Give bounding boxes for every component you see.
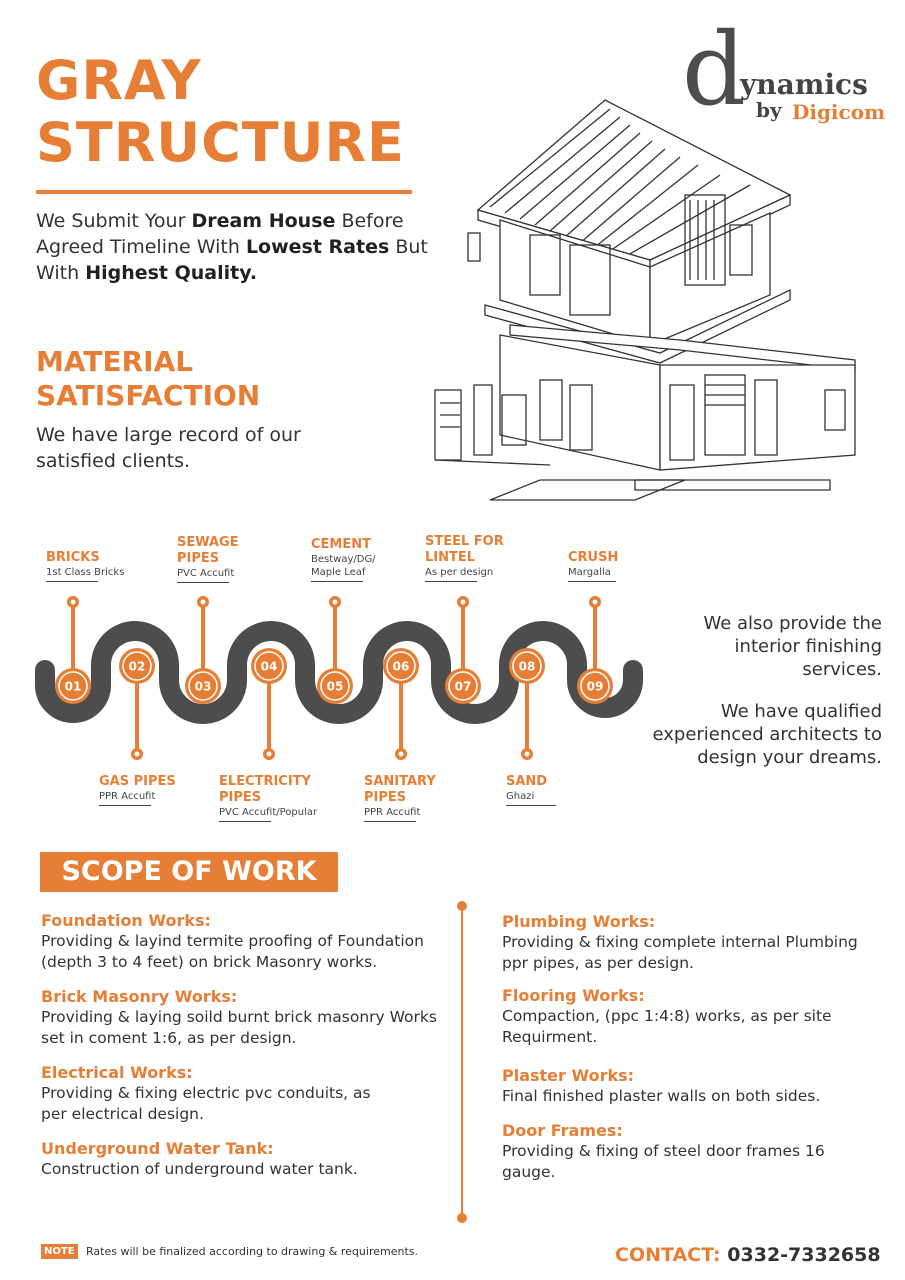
intro-text [36, 208, 476, 286]
logo-wordmark: ynamics [740, 68, 868, 101]
pin-number: 01 [64, 679, 82, 694]
scope-item-plumbing [502, 912, 882, 974]
scope-item-title: Plumbing Works: [502, 912, 656, 931]
scope-item-foundation [41, 911, 451, 973]
material-heading-line-1: MATERIAL [36, 345, 194, 378]
scope-item-title: Electrical Works: [41, 1063, 193, 1082]
title-line-2: STRUCTURE [36, 111, 405, 174]
scope-item-door-frames [502, 1121, 882, 1183]
material-underline [506, 805, 556, 806]
page-title [36, 50, 476, 174]
contact-number[interactable]: 0332-7332658 [727, 1244, 881, 1266]
house-wireframe-illustration [430, 95, 870, 505]
material-underline [177, 582, 229, 583]
material-satisfaction-heading [36, 345, 336, 413]
material-sub: PVC Accufit/Popular [219, 807, 318, 818]
material-name: CRUSH [568, 550, 619, 565]
pin-tip-center [201, 600, 206, 605]
material-label-steel [425, 534, 535, 582]
scope-item-plaster [502, 1066, 882, 1107]
pin-number: 02 [128, 659, 146, 674]
material-name: SEWAGE PIPES [177, 535, 239, 566]
material-label-gas-pipes [99, 774, 209, 806]
material-name: ELECTRICITY PIPES [219, 774, 311, 805]
intro-bold-2: Lowest Rates [245, 236, 390, 258]
material-label-sewage [177, 535, 287, 583]
material-name: SAND [506, 774, 548, 789]
logo-brand: Digicom [792, 100, 886, 124]
material-satisfaction-desc: We have large record of our satisfied clients. [36, 424, 301, 472]
timeline-pin-07 [445, 596, 481, 704]
intro-part-1: We Submit Your [36, 210, 192, 232]
intro-bold-1: Dream House [191, 210, 336, 232]
material-sub: Bestway/DG/ Maple Leaf [311, 554, 376, 578]
scope-item-desc: Providing & fixing of steel door frames 16 gauge. [502, 1142, 825, 1181]
contact-info [615, 1244, 881, 1266]
scope-item-title: Underground Water Tank: [41, 1139, 274, 1158]
material-name: GAS PIPES [99, 774, 176, 789]
scope-item-desc: Compaction, (ppc 1:4:8) works, as per site Requirment. [502, 1007, 832, 1046]
divider-dot-top [457, 901, 467, 911]
material-underline [99, 805, 151, 806]
scope-right-column [502, 912, 882, 1183]
timeline-pins [55, 596, 613, 760]
scope-of-work-banner: SCOPE OF WORK [40, 852, 338, 892]
title-divider [36, 190, 412, 194]
scope-item-desc: Providing & laying soild burnt brick masonry Works set in coment 1:6, as per design. [41, 1008, 437, 1047]
pin-tip-center [135, 752, 140, 757]
timeline-pin-01 [55, 596, 91, 704]
material-heading-line-2: SATISFACTION [36, 379, 261, 412]
scope-left-column [41, 911, 451, 1180]
pin-tip-center [593, 600, 598, 605]
material-name: CEMENT [311, 537, 371, 552]
scope-item-title: Foundation Works: [41, 911, 211, 930]
scope-item-brick-masonry [41, 987, 451, 1049]
pin-tip-center [461, 600, 466, 605]
material-sub: PVC Accufit [177, 568, 235, 579]
interior-services-text: We also provide the interior finishing services. [703, 613, 882, 680]
scope-divider [461, 906, 463, 1218]
note-badge: NOTE [41, 1244, 78, 1259]
pin-number: 08 [518, 659, 536, 674]
pin-number: 06 [392, 659, 410, 674]
pin-tip-center [71, 600, 76, 605]
intro-part-3: But With [36, 236, 428, 284]
material-underline [46, 581, 98, 582]
scope-item-desc: Providing & fixing electric pvc conduits, as per electrical design. [41, 1084, 371, 1123]
timeline-pin-06 [383, 648, 419, 760]
pin-number: 03 [194, 679, 212, 694]
material-underline [568, 581, 616, 582]
timeline-pin-03 [185, 596, 221, 704]
scope-item-title: Plaster Works: [502, 1066, 635, 1085]
material-sub: PPR Accufit [99, 791, 156, 802]
material-label-crush [568, 550, 658, 582]
pin-number: 05 [326, 679, 344, 694]
title-line-1: GRAY [36, 49, 202, 112]
scope-item-flooring [502, 986, 882, 1048]
note-text: Rates will be finalized according to drawing & requirements. [86, 1245, 418, 1258]
intro-part-2: Before Agreed Timeline With [36, 210, 404, 258]
material-name: SANITARY PIPES [364, 774, 436, 805]
material-sub: 1st Class Bricks [46, 567, 125, 578]
logo-by: by [756, 98, 782, 122]
scope-item-desc: Final finished plaster walls on both sides. [502, 1087, 821, 1105]
material-label-sanitary [364, 774, 474, 822]
material-label-electricity [219, 774, 349, 822]
scope-item-water-tank [41, 1139, 451, 1180]
contact-label: CONTACT: [615, 1244, 721, 1266]
pin-number: 07 [454, 679, 472, 694]
timeline-pin-05 [317, 596, 353, 704]
material-underline [219, 821, 271, 822]
scope-item-title: Flooring Works: [502, 986, 645, 1005]
intro-bold-3: Highest Quality. [85, 262, 258, 284]
material-sub: As per design [425, 567, 494, 578]
material-sub: Ghazi [506, 791, 535, 802]
scope-item-title: Door Frames: [502, 1121, 623, 1140]
pin-number: 09 [586, 679, 604, 694]
material-underline [311, 581, 363, 582]
timeline-pin-08 [509, 648, 545, 760]
pin-tip-center [267, 752, 272, 757]
pin-tip-center [333, 600, 338, 605]
timeline-pin-04 [251, 648, 287, 760]
material-sub: Margalla [568, 567, 611, 578]
material-label-sand [506, 774, 596, 806]
material-underline [364, 821, 416, 822]
architects-text: We have qualified experienced architects to design your dreams. [652, 701, 882, 768]
scope-item-title: Brick Masonry Works: [41, 987, 238, 1006]
pin-tip-center [399, 752, 404, 757]
material-underline [425, 581, 477, 582]
material-name: STEEL FOR LINTEL [425, 534, 504, 565]
scope-item-desc: Providing & fixing complete internal Plumbing ppr pipes, as per design. [502, 933, 858, 972]
material-sub: PPR Accufit [364, 807, 421, 818]
divider-dot-bottom [457, 1213, 467, 1223]
scope-item-electrical [41, 1063, 451, 1125]
material-label-bricks [46, 550, 156, 582]
scope-item-desc: Construction of underground water tank. [41, 1160, 358, 1178]
material-name: BRICKS [46, 550, 100, 565]
pin-tip-center [525, 752, 530, 757]
material-label-cement [311, 537, 411, 582]
timeline-pin-02 [119, 648, 155, 760]
scope-item-desc: Providing & layind termite proofing of Foundation (depth 3 to 4 feet) on brick Masonry works. [41, 932, 424, 971]
pin-number: 04 [260, 659, 278, 674]
logo-letter-d: d [682, 11, 747, 128]
